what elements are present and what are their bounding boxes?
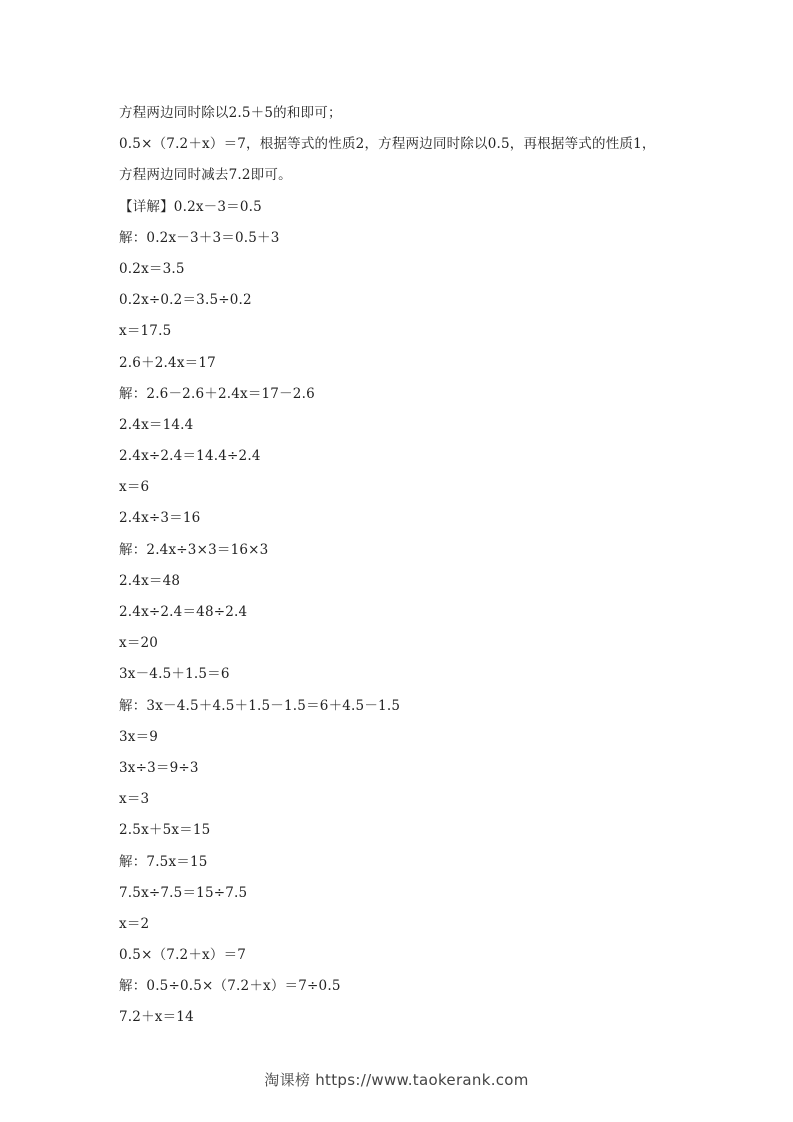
text-line: 0.5×（7.2＋x）＝7，根据等式的性质2，方程两边同时除以0.5，再根据等式的性质1， bbox=[119, 136, 656, 153]
equation-line: x＝20 bbox=[119, 635, 159, 652]
equation-line: 3x＝9 bbox=[119, 728, 159, 745]
equation-line: x＝17.5 bbox=[119, 323, 172, 340]
equation-line: x＝2 bbox=[119, 915, 150, 932]
equation-line: 0.2x÷0.2＝3.5÷0.2 bbox=[119, 292, 252, 309]
detail-heading-line: 【详解】0.2x－3＝0.5 bbox=[119, 198, 262, 215]
equation-line: 2.4x÷2.4＝48÷2.4 bbox=[119, 604, 248, 620]
equation-line: 2.4x＝48 bbox=[119, 572, 181, 589]
equation-line: 0.5×（7.2＋x）＝7 bbox=[119, 947, 247, 964]
equation-line: 3x－4.5＋1.5＝6 bbox=[119, 666, 230, 683]
equation-line: 2.4x＝14.4 bbox=[119, 416, 194, 433]
equation-line: 解：0.5÷0.5×（7.2＋x）＝7÷0.5 bbox=[119, 978, 341, 995]
equation-line: 3x÷3＝9÷3 bbox=[119, 759, 199, 776]
equation-line: 2.6＋2.4x＝17 bbox=[119, 354, 216, 371]
equation-line: 0.2x＝3.5 bbox=[119, 260, 185, 277]
equation-line: x＝6 bbox=[119, 479, 150, 496]
text-line: 方程两边同时除以2.5＋5的和即可； bbox=[119, 105, 342, 121]
equation-line: 解：2.6－2.6＋2.4x＝17－2.6 bbox=[119, 385, 315, 402]
equation-line: 2.4x÷3＝16 bbox=[119, 510, 201, 527]
equation-line: 解：3x－4.5＋4.5＋1.5－1.5＝6＋4.5－1.5 bbox=[119, 697, 401, 714]
equation-line: 2.4x÷2.4＝14.4÷2.4 bbox=[119, 448, 261, 465]
equation-line: 2.5x＋5x＝15 bbox=[119, 822, 211, 839]
equation-line: 7.2＋x＝14 bbox=[119, 1009, 194, 1026]
equation-line: 7.5x÷7.5＝15÷7.5 bbox=[119, 884, 248, 901]
text-line: 方程两边同时减去7.2即可。 bbox=[119, 167, 292, 184]
equation-line: 解：7.5x＝15 bbox=[119, 853, 208, 870]
equation-line: 解：2.4x÷3×3＝16×3 bbox=[119, 541, 269, 558]
equation-line: x＝3 bbox=[119, 791, 150, 808]
equation-line: 解：0.2x－3＋3＝0.5＋3 bbox=[119, 229, 280, 246]
footer-watermark: 淘课榜 https://www.taokerank.com bbox=[264, 1071, 529, 1089]
solution-text-block bbox=[119, 102, 719, 1038]
